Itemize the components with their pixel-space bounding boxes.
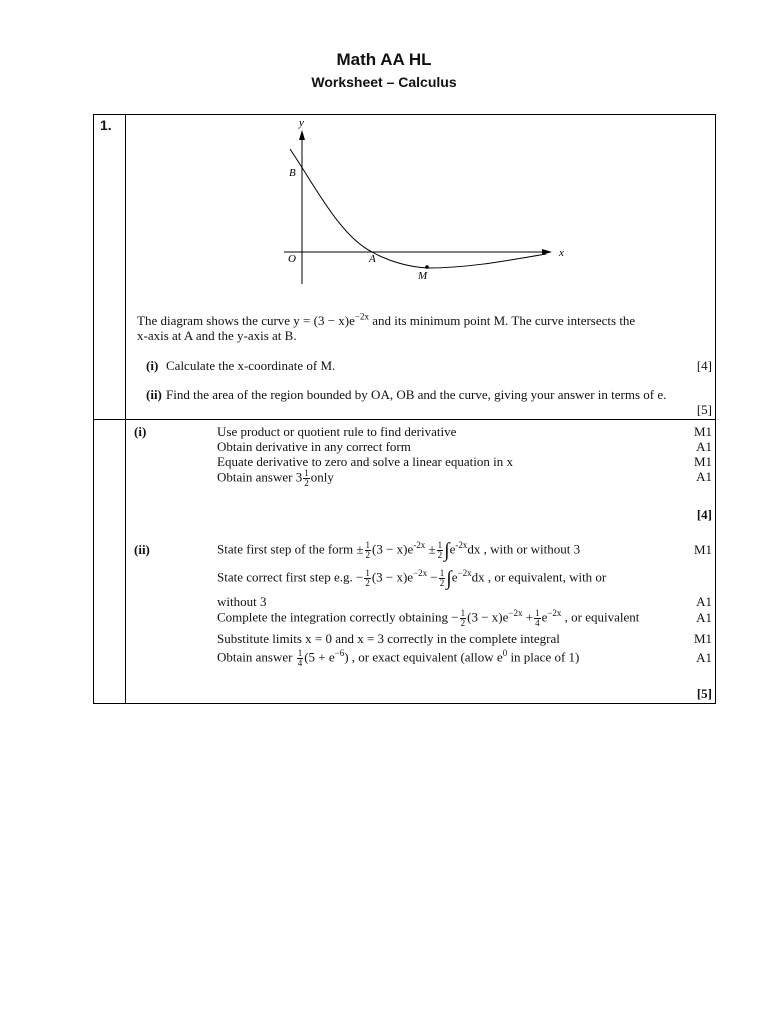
scheme-ii-line4: Complete the integration correctly obtaining − $\frac{1}{2}$ $(3 - x)e^{-2x}$ + $\frac{1}{4}$ $e^{-2x}$ , or equivalent [217,608,640,628]
scheme-ii-mark: A1 [696,594,712,609]
part-i-text: Calculate the x-coordinate of M. [166,358,336,373]
scheme-i-mark: A1 [696,469,712,484]
scheme-i-mark: M1 [693,454,712,469]
scheme-ii-line1: State first step of the form ± $\frac{1}{2}$ $(3 - x)e^{-2x}$ ± $\frac{1}{2}$ $\int e^{-2x}dx$ , with or without 3 [217,539,581,562]
y-axis-arrow [299,130,305,140]
part-i-marks: [4] [696,358,712,373]
page-title: Math AA HL [336,50,432,69]
scheme-ii-line3: without 3 [217,594,267,609]
scheme-i-total: [4] [696,507,712,522]
question-number: 1. [100,117,112,133]
scheme-ii-label: (ii) [134,542,150,557]
scheme-i-mark: M1 [693,424,712,439]
point-a-label: A [369,253,376,265]
origin-label: O [288,253,296,265]
curve-diagram [280,116,580,286]
scheme-ii-mark: A1 [696,650,712,665]
page-subtitle: Worksheet – Calculus [311,74,457,90]
scheme-i-line: Obtain derivative in any correct form [217,439,411,454]
question-stem-line2: x-axis at A and the y-axis at B. [137,328,297,343]
scheme-ii-mark: M1 [693,542,712,557]
scheme-i-label: (i) [134,424,147,439]
scheme-i-line: Obtain answer 3 $\frac{1}{2}$ only [217,468,334,488]
part-ii-marks: [5] [696,402,712,417]
x-axis-label: x [559,247,564,259]
point-m-label: M [418,270,428,282]
scheme-ii-line5: Substitute limits x = 0 and x = 3 correctly in the complete integral [217,631,560,646]
scheme-i-line: Equate derivative to zero and solve a linear equation in x [217,454,513,469]
curve-line [290,149,546,268]
scheme-ii-mark: M1 [693,631,712,646]
part-i-label: (i) [146,358,159,373]
part-ii-text: Find the area of the region bounded by OA, OB and the curve, giving your answer in terms of e. [166,387,667,402]
point-b-label: B [289,167,296,179]
scheme-ii-line2: State correct first step e.g. − $\frac{1}{2}$ $(3 - x)e^{-2x}$ − $\frac{1}{2}$ $\int e^{-2x}dx$ , or equivalent, with or [217,567,607,590]
scheme-ii-line6: Obtain answer $\frac{1}{4}$ $(5 + e^{-6})$ , or exact equivalent (allow $e^0$ in place of 1) [217,648,580,668]
column-divider [125,114,126,704]
scheme-ii-total: [5] [696,686,712,701]
scheme-ii-mark: A1 [696,610,712,625]
scheme-i-mark: A1 [696,439,712,454]
part-ii-label: (ii) [146,387,162,402]
scheme-i-line: Use product or quotient rule to find derivative [217,424,457,439]
row-divider [93,419,716,420]
minimum-point-m [425,265,429,269]
question-stem-line1: The diagram shows the curve $y = (3 - x)e^{-2x}$ and its minimum point M. The curve intersects the [137,311,636,328]
y-axis-label: y [299,117,304,129]
